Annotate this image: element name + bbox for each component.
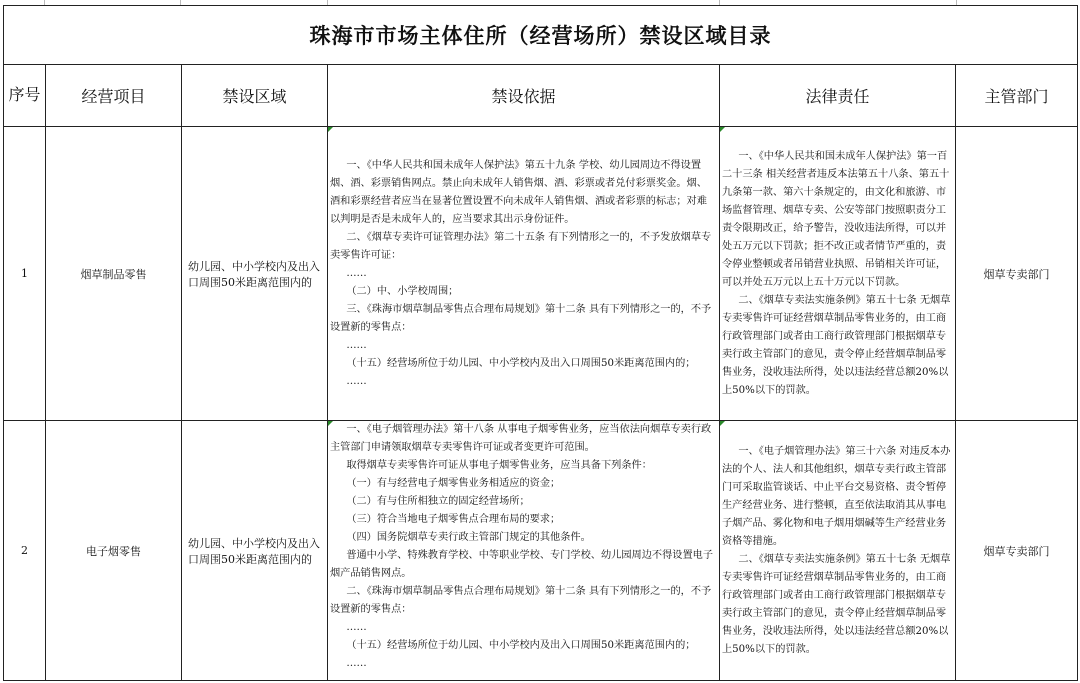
paragraph: 一、《中华人民共和国未成年人保护法》第五十九条 学校、幼儿园周边不得设置烟、酒、彩票销售网点。禁止向未成年人销售烟、酒、彩票或者兑付彩票奖金。烟、酒和彩票经营者应当在显著位置设置不向未成年人销售烟、酒或者彩票的标志；对难以判明是否是未成年人的，应当要求其出示身份证件。 — [330, 159, 707, 225]
paragraph: 普通中小学、特殊教育学校、中等职业学校、专门学校、幼儿园周边不得设置电子烟产品销售网点。 — [330, 550, 714, 580]
table-row — [4, 421, 1078, 681]
paragraph: …… — [346, 339, 367, 351]
paragraph: 三、《珠海市烟草制品零售点合理布局规划》第十二条 具有下列情形之一的，不予设置新的零售点： — [330, 303, 712, 333]
paragraph: （三）符合当地电子烟零售点合理布局的要求； — [346, 514, 561, 526]
cell-comment-marker — [328, 127, 333, 132]
paragraph: 一、《中华人民共和国未成年人保护法》第一百二十三条 相关经营者违反本法第五十八条、第五十九条第一款、第六十条规定的，由文化和旅游、市场监督管理、烟草专卖、公安等部门按照职责分工责令限期改正，给予警告，没收违法所得，可以并处五万元以下罚款；拒不改正或者情节严重的，责令停业整顿或者吊销营业执照、吊销相关许可证，可以并处五万元以上五十万元以下罚款。 — [722, 150, 950, 288]
liability-text — [722, 148, 953, 400]
paragraph: 一、《电子烟管理办法》第十八条 从事电子烟零售业务，应当依法向烟草专卖行政主管部门申请领取烟草专卖零售许可证或者变更许可范围。 — [330, 424, 712, 454]
paragraph: （一）有与经营电子烟零售业务相适应的资金； — [346, 478, 561, 490]
paragraph: 二、《烟草专卖许可证管理办法》第二十五条 有下列情形之一的，不予发放烟草专卖零售许可证： — [330, 231, 712, 261]
paragraph: …… — [346, 267, 367, 279]
liability-text — [722, 443, 953, 659]
paragraph: 二、《烟草专卖法实施条例》第五十七条 无烟草专卖零售许可证经营烟草制品零售业务的，由工商行政管理部门或者由工商行政管理部门根据烟草专卖行政主管部门的意见，责令停止经营烟草制品零售业务，没收违法所得，处以违法经营总额20%以上50%以下的罚款。 — [722, 294, 951, 396]
page-title: 珠海市市场主体住所（经营场所）禁设区域目录 — [4, 6, 1078, 65]
paragraph: 取得烟草专卖零售许可证从事电子烟零售业务，应当具备下列条件： — [346, 460, 652, 472]
header-dept: 主管部门 — [956, 64, 1078, 127]
header-liability: 法律责任 — [720, 64, 956, 127]
table-row — [4, 127, 1078, 421]
cell-comment-marker — [328, 421, 333, 426]
restricted-area-table — [3, 5, 1078, 681]
row-item: 电子烟零售 — [46, 421, 182, 681]
header-row — [4, 64, 1078, 127]
paragraph: …… — [346, 658, 367, 670]
paragraph: （二）有与住所相独立的固定经营场所； — [346, 496, 530, 508]
row-liability — [720, 127, 956, 421]
paragraph: 二、《烟草专卖法实施条例》第五十七条 无烟草专卖零售许可证经营烟草制品零售业务的，由工商行政管理部门或者由工商行政管理部门根据烟草专卖行政主管部门的意见，责令停止经营烟草制品零售业务，没收违法所得，处以违法经营总额20%以上50%以下的罚款。 — [722, 553, 951, 655]
cell-comment-marker — [720, 421, 725, 426]
paragraph: …… — [346, 622, 367, 634]
paragraph: …… — [346, 375, 367, 387]
header-item: 经营项目 — [46, 64, 182, 127]
paragraph: （二）中、小学校周围； — [346, 285, 459, 297]
paragraph: （十五）经营场所位于幼儿园、中小学校内及出入口周围50米距离范围内的； — [346, 357, 696, 369]
row-area: 幼儿园、中小学校内及出入口周围50米距离范围内的 — [182, 421, 328, 681]
paragraph: 一、《电子烟管理办法》第三十六条 对违反本办法的个人、法人和其他组织，烟草专卖行政主管部门可采取监管谈话、中止平台交易资格、责令暂停生产经营业务、进行整顿，直至依法取消其从事电子烟产品、雾化物和电子烟用烟碱等生产经营业务资格等措施。 — [722, 445, 951, 547]
header-area: 禁设区域 — [182, 64, 328, 127]
row-dept: 烟草专卖部门 — [956, 421, 1078, 681]
row-seq: 2 — [4, 421, 46, 681]
paragraph: 二、《珠海市烟草制品零售点合理布局规划》第十二条 具有下列情形之一的，不予设置新的零售点： — [330, 586, 712, 616]
row-basis — [328, 127, 720, 421]
basis-text — [330, 421, 715, 673]
paragraph: （十五）经营场所位于幼儿园、中小学校内及出入口周围50米距离范围内的； — [346, 640, 696, 652]
row-liability — [720, 421, 956, 681]
header-seq: 序号 — [4, 64, 46, 127]
row-dept: 烟草专卖部门 — [956, 127, 1078, 421]
row-area: 幼儿园、中小学校内及出入口周围50米距离范围内的 — [182, 127, 328, 421]
cell-comment-marker — [720, 127, 725, 132]
row-seq: 1 — [4, 127, 46, 421]
paragraph: （四）国务院烟草专卖行政主管部门规定的其他条件。 — [346, 532, 591, 544]
row-basis — [328, 421, 720, 681]
basis-text — [330, 157, 715, 391]
header-basis: 禁设依据 — [328, 64, 720, 127]
row-item: 烟草制品零售 — [46, 127, 182, 421]
